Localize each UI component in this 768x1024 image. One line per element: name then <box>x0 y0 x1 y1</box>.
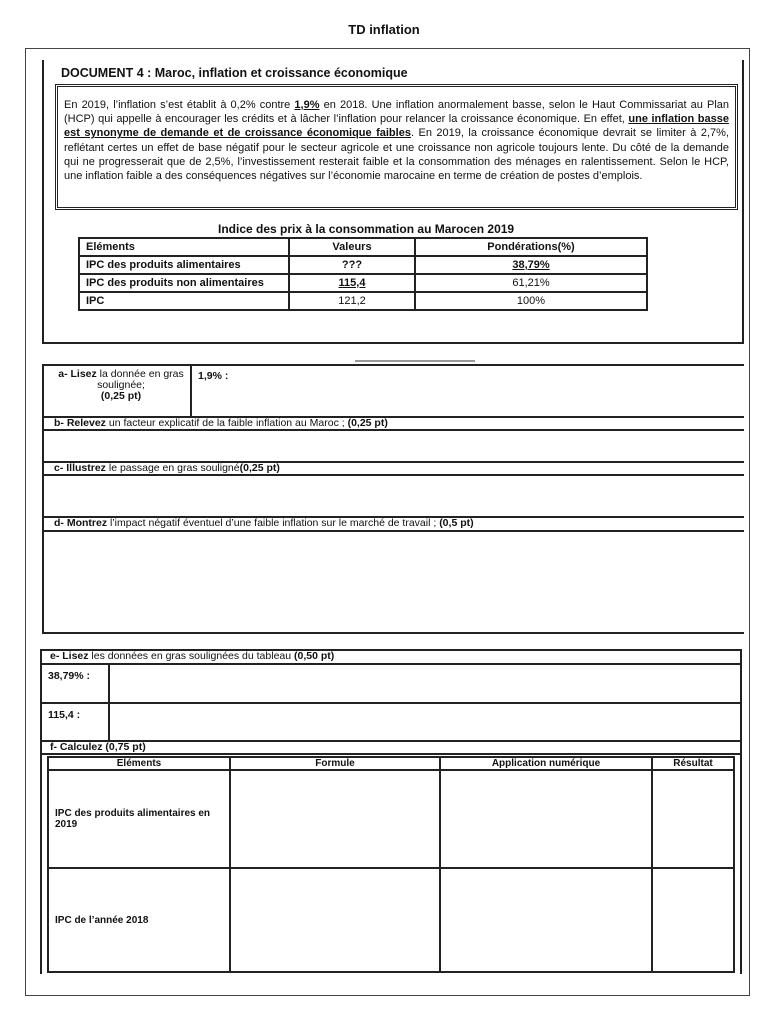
table-row <box>48 770 734 868</box>
question-b-text: un facteur explicatif de la faible inflation au Maroc ; <box>105 417 348 429</box>
separator <box>355 360 475 362</box>
table-cell: ??? <box>289 256 415 274</box>
question-b <box>54 417 388 429</box>
column-header: Application numérique <box>440 757 652 770</box>
question-d <box>54 517 474 529</box>
result-cell[interactable] <box>652 770 734 868</box>
question-e-text: les données en gras soulignées du tableau <box>88 650 294 662</box>
column-header: Pondérations(%) <box>415 238 647 256</box>
formula-cell[interactable] <box>230 868 440 972</box>
question-d-verb: d- Montrez <box>54 517 108 529</box>
table-header-row <box>79 238 647 256</box>
document-text-box <box>55 84 738 210</box>
calculation-table <box>47 756 735 973</box>
table-cell: 100% <box>415 292 647 310</box>
question-e <box>50 650 334 662</box>
question-c-text: le passage en gras souligné <box>105 462 240 474</box>
page-title: TD inflation <box>348 22 420 37</box>
application-cell[interactable] <box>440 770 652 868</box>
question-c-points: (0,25 pt) <box>239 462 280 474</box>
question-a-points: (0,25 pt) <box>100 390 142 402</box>
column-header: Eléments <box>79 238 289 256</box>
question-e-verb: e- Lisez <box>50 650 89 662</box>
question-a-verb: a- Lisez <box>58 368 97 380</box>
table-cell: IPC des produits non alimentaires <box>79 274 289 292</box>
table-cell: IPC <box>79 292 289 310</box>
ipc-table-title: Indice des prix à la consommation au Marocen 2019 <box>218 222 515 236</box>
divider <box>42 364 744 366</box>
question-d-text: l’impact négatif éventuel d’une faible inflation sur le marché de travail ; <box>107 517 440 529</box>
column-header: Valeurs <box>289 238 415 256</box>
ipc-table <box>78 237 648 311</box>
answer-b-area[interactable] <box>44 431 744 459</box>
question-b-verb: b- Relevez <box>54 417 106 429</box>
result-cell[interactable] <box>652 868 734 972</box>
underlined-value: 1,9% <box>294 99 320 111</box>
table-cell: 38,79% <box>415 256 647 274</box>
answer-e-area-1[interactable] <box>112 665 738 701</box>
table-row <box>79 256 647 274</box>
question-c-verb: c- Illustrez <box>54 462 106 474</box>
question-f <box>50 741 146 753</box>
question-a <box>54 369 188 402</box>
divider <box>42 632 744 634</box>
text-part-3: . En 2019, la croissance économique devrait se limiter à 2,7%, reflétant certes un effet de base négatif pour le secteur agricole et une croissance non agricole toujours lente. Du côté de la demande qui ne progresserait que de 2,5%, l’investissement resterait faible et la consommation des ménages en ralentissement. Selon le HCP, une inflation faible a des conséquences négatives sur l’économie marocaine en terme de création de postes d’emplois. <box>64 127 729 183</box>
divider <box>40 753 742 755</box>
question-c <box>54 462 280 474</box>
underlined-passage: une inflation basse est synonyme de demande et de croissance économique faibles <box>64 113 729 140</box>
text-part-2: en 2018. Une inflation anormalement basse, selon le Haut Commissariat au Plan (HCP) qui appelle à encourager les crédits et à lâcher l’inflation pour relancer la croissance économique. En effet, <box>64 99 730 126</box>
table-cell: IPC des produits alimentaires <box>79 256 289 274</box>
answer-c-area[interactable] <box>44 476 744 514</box>
question-a-text: la donnée en gras soulignée; <box>96 368 184 391</box>
frame-right <box>740 649 742 974</box>
question-e-points: (0,50 pt) <box>294 650 335 662</box>
application-cell[interactable] <box>440 868 652 972</box>
document-heading: DOCUMENT 4 : Maroc, inflation et croissance économique <box>61 66 408 80</box>
answer-e-label-2: 115,4 : <box>48 709 81 721</box>
answer-d-area[interactable] <box>44 532 744 632</box>
table-cell: 61,21% <box>415 274 647 292</box>
answer-e-area-2[interactable] <box>112 704 738 738</box>
column-header: Résultat <box>652 757 734 770</box>
row-label: IPC des produits alimentaires en 2019 <box>48 770 230 868</box>
table-row <box>79 274 647 292</box>
frame-left <box>40 649 42 974</box>
column-header: Eléments <box>48 757 230 770</box>
document-paragraph <box>64 98 729 183</box>
table-cell: 115,4 <box>289 274 415 292</box>
frame-divider <box>190 364 192 416</box>
row-label: IPC de l’année 2018 <box>48 868 230 972</box>
question-f-verb: f- Calculez <box>50 741 103 753</box>
table-row <box>48 868 734 972</box>
table-header-row <box>48 757 734 770</box>
answer-e-label-1: 38,79% : <box>48 670 91 682</box>
column-header: Formule <box>230 757 440 770</box>
question-d-points: (0,5 pt) <box>439 517 474 529</box>
table-cell: 121,2 <box>289 292 415 310</box>
question-f-points: (0,75 pt) <box>102 741 146 753</box>
question-b-points: (0,25 pt) <box>347 417 388 429</box>
formula-cell[interactable] <box>230 770 440 868</box>
answer-a-label: 1,9% : <box>198 370 229 382</box>
text-part-1: En 2019, l’inflation s’est établit à 0,2% contre <box>64 99 295 111</box>
table-row <box>79 292 647 310</box>
